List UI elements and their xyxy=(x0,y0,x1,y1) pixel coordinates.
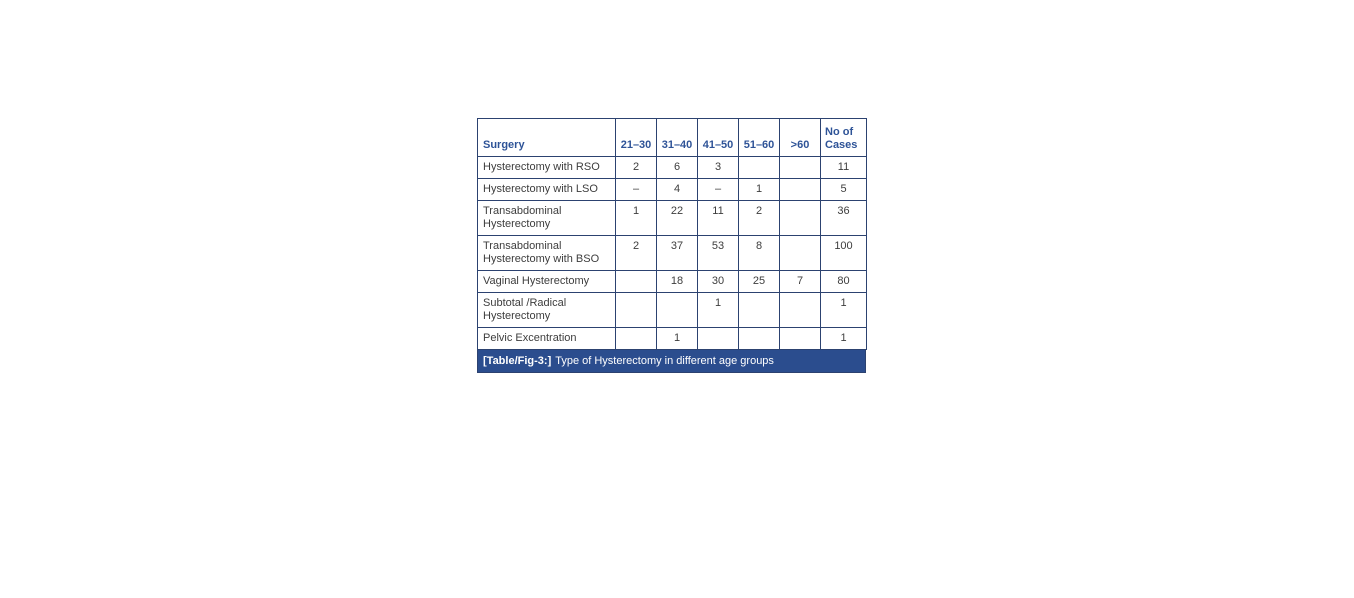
surgery-cell: Subtotal /Radical Hysterectomy xyxy=(478,293,616,328)
value-cell: 37 xyxy=(657,236,698,271)
value-cell xyxy=(657,293,698,328)
caption-label: [Table/Fig-3:] xyxy=(483,355,552,367)
table-row xyxy=(478,201,867,236)
value-cell xyxy=(616,293,657,328)
value-cell: 1 xyxy=(698,293,739,328)
column-header-51-60: 51–60 xyxy=(739,119,780,157)
value-cell: 11 xyxy=(698,201,739,236)
table-row xyxy=(478,179,867,201)
value-cell: 1 xyxy=(821,293,867,328)
table-row xyxy=(478,293,867,328)
table-caption xyxy=(477,350,866,373)
table-row xyxy=(478,328,867,350)
value-cell: 25 xyxy=(739,271,780,293)
value-cell: 100 xyxy=(821,236,867,271)
value-cell: 2 xyxy=(616,157,657,179)
value-cell: 7 xyxy=(780,271,821,293)
column-header-31-40: 31–40 xyxy=(657,119,698,157)
value-cell xyxy=(739,328,780,350)
value-cell xyxy=(780,293,821,328)
value-cell: 3 xyxy=(698,157,739,179)
value-cell: – xyxy=(698,179,739,201)
value-cell: 1 xyxy=(821,328,867,350)
value-cell: 80 xyxy=(821,271,867,293)
surgery-cell: Transabdominal Hysterectomy with BSO xyxy=(478,236,616,271)
caption-text: Type of Hysterectomy in different age groups xyxy=(555,355,774,367)
value-cell: 22 xyxy=(657,201,698,236)
value-cell: 6 xyxy=(657,157,698,179)
value-cell xyxy=(739,157,780,179)
value-cell xyxy=(616,271,657,293)
value-cell: 8 xyxy=(739,236,780,271)
column-header-41-50: 41–50 xyxy=(698,119,739,157)
value-cell xyxy=(780,179,821,201)
surgery-cell: Transabdominal Hysterectomy xyxy=(478,201,616,236)
value-cell: 4 xyxy=(657,179,698,201)
value-cell: 5 xyxy=(821,179,867,201)
surgery-cell: Pelvic Excentration xyxy=(478,328,616,350)
column-header-21-30: 21–30 xyxy=(616,119,657,157)
table-figure xyxy=(477,118,866,373)
value-cell: 1 xyxy=(616,201,657,236)
value-cell: 18 xyxy=(657,271,698,293)
value-cell: 36 xyxy=(821,201,867,236)
value-cell: – xyxy=(616,179,657,201)
value-cell xyxy=(698,328,739,350)
surgery-cell: Hysterectomy with RSO xyxy=(478,157,616,179)
value-cell: 1 xyxy=(739,179,780,201)
column-header-over-60: >60 xyxy=(780,119,821,157)
value-cell: 11 xyxy=(821,157,867,179)
surgery-cell: Hysterectomy with LSO xyxy=(478,179,616,201)
value-cell xyxy=(616,328,657,350)
value-cell xyxy=(780,328,821,350)
value-cell: 53 xyxy=(698,236,739,271)
hysterectomy-age-table xyxy=(477,118,867,350)
value-cell: 30 xyxy=(698,271,739,293)
table-row xyxy=(478,271,867,293)
column-header-no-of-cases: No of Cases xyxy=(821,119,867,157)
value-cell: 1 xyxy=(657,328,698,350)
value-cell: 2 xyxy=(739,201,780,236)
table-row xyxy=(478,236,867,271)
value-cell xyxy=(739,293,780,328)
surgery-cell: Vaginal Hysterectomy xyxy=(478,271,616,293)
value-cell xyxy=(780,236,821,271)
table-row xyxy=(478,157,867,179)
value-cell xyxy=(780,157,821,179)
value-cell xyxy=(780,201,821,236)
table-header-row xyxy=(478,119,867,157)
column-header-surgery: Surgery xyxy=(478,119,616,157)
value-cell: 2 xyxy=(616,236,657,271)
